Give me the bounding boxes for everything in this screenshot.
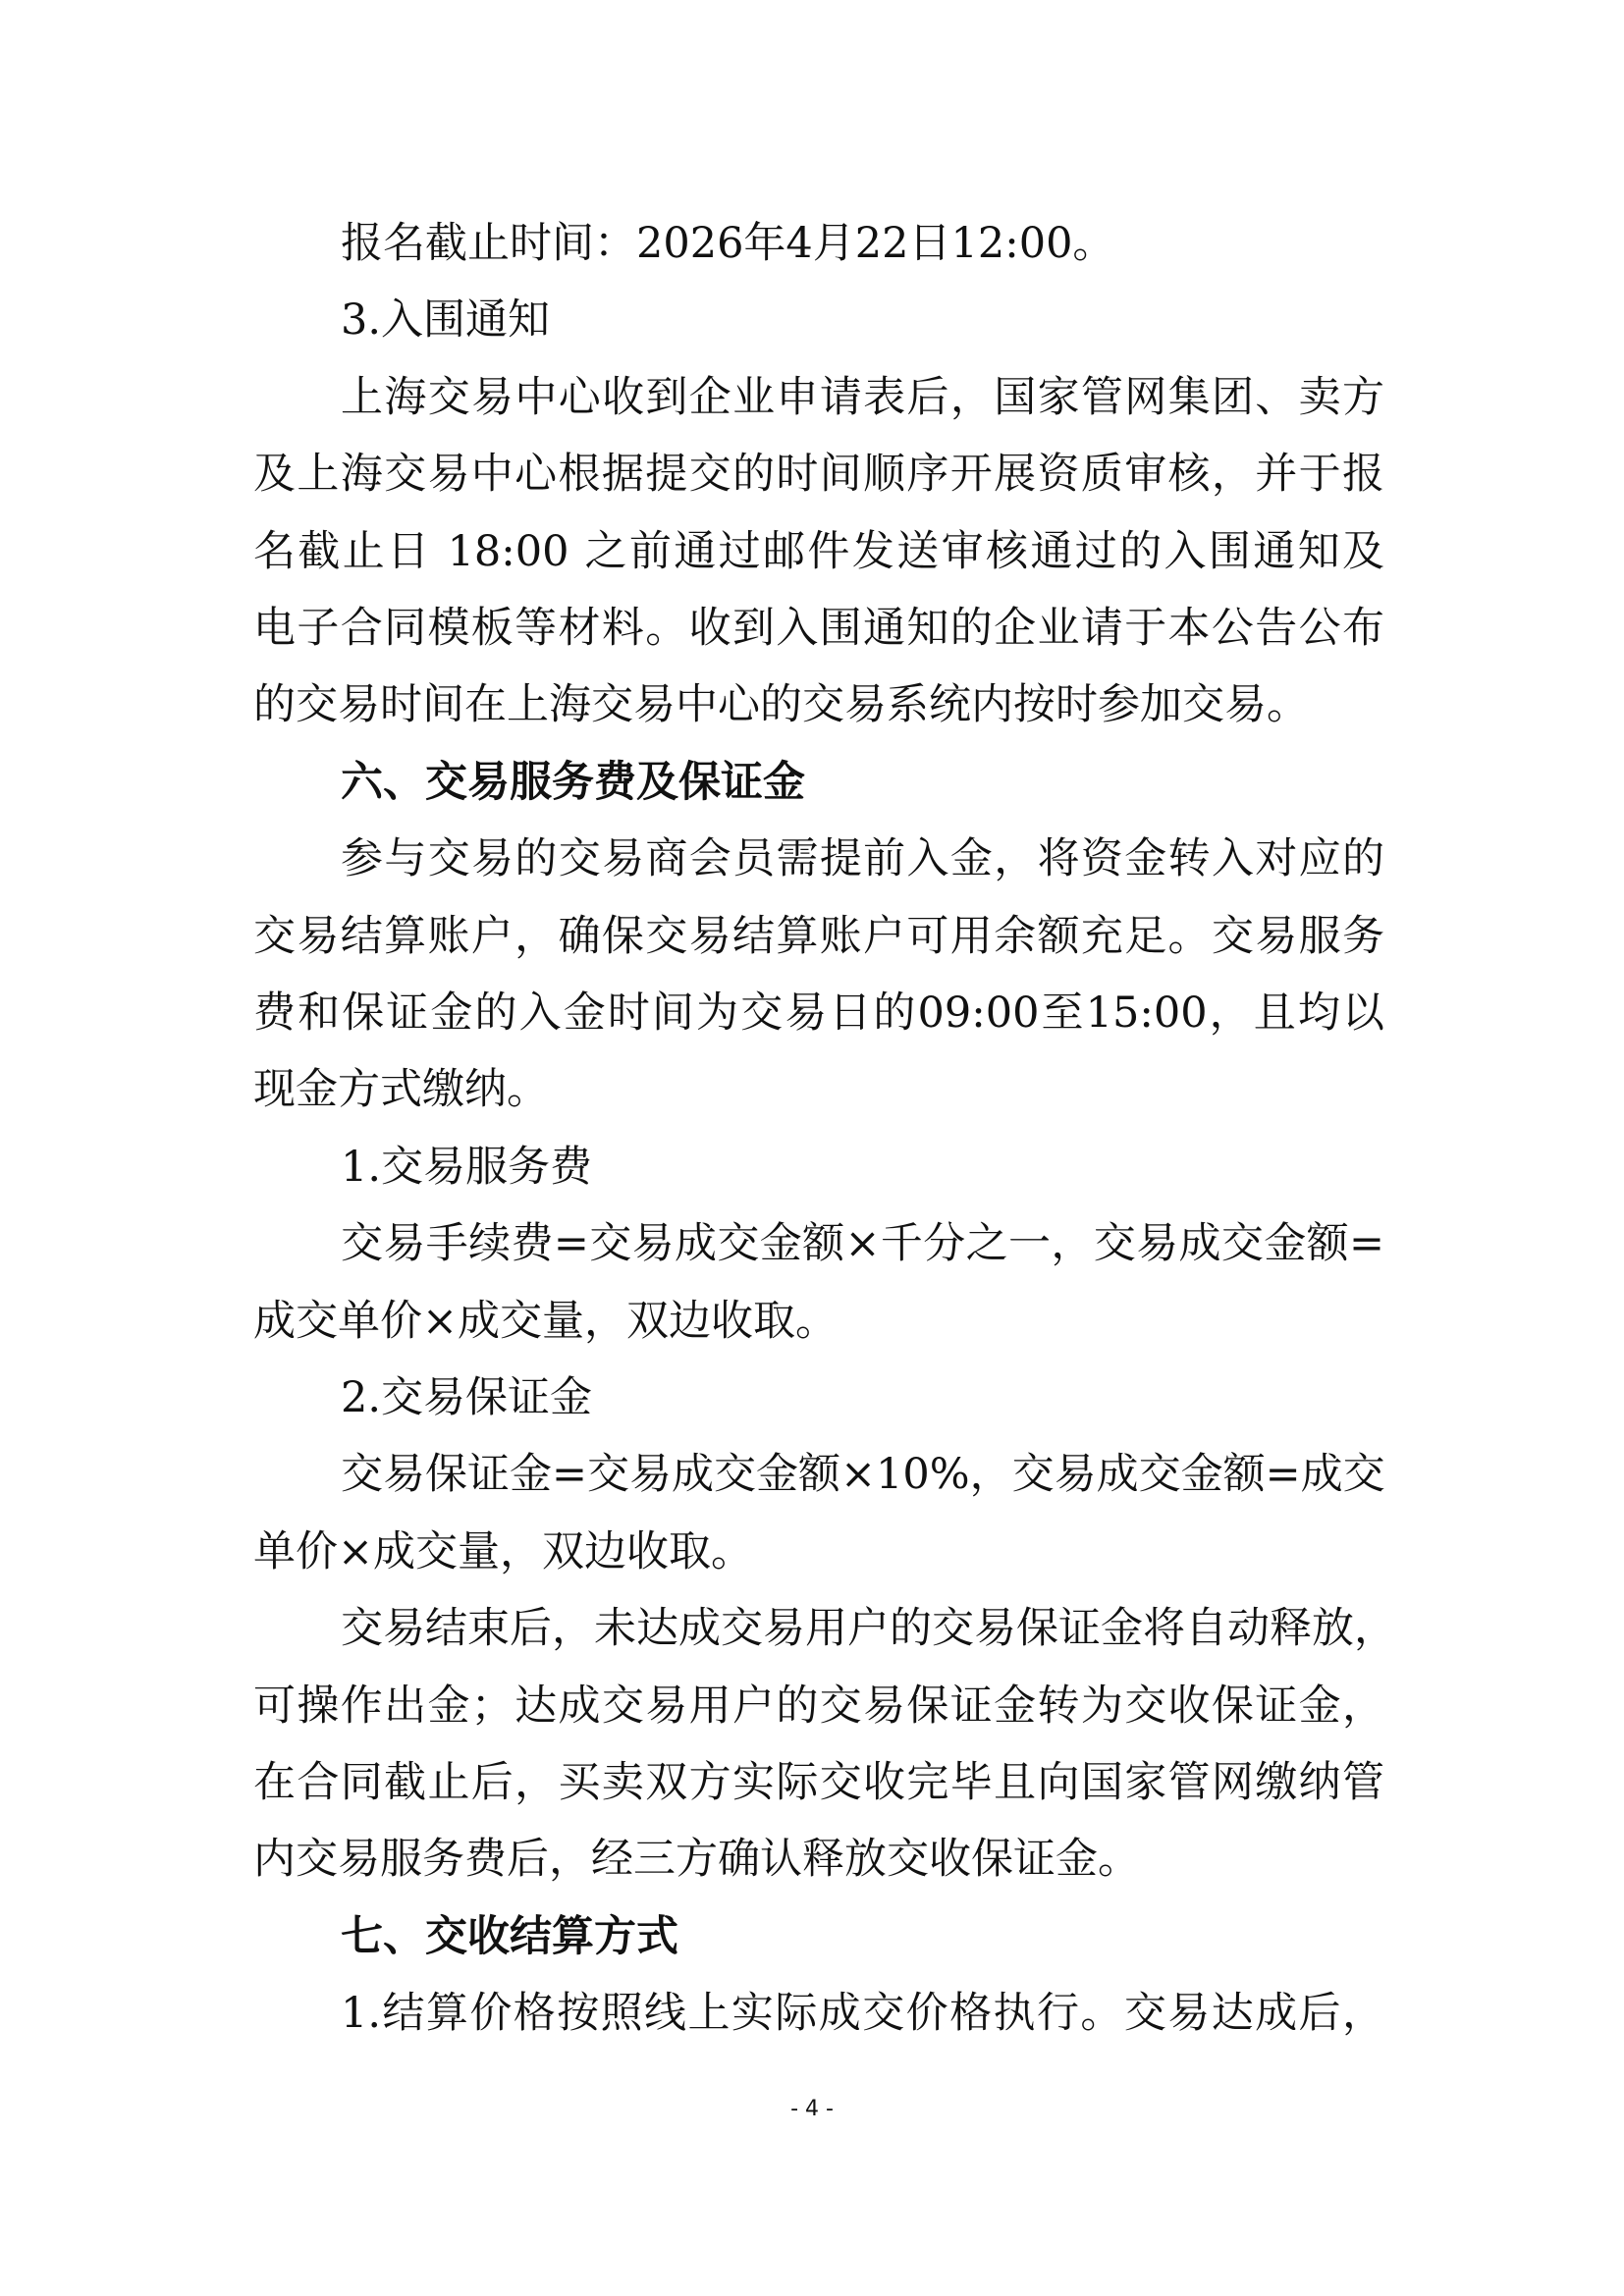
text-line: 交易结算账户，确保交易结算账户可用余额充足。交易服务: [253, 911, 1384, 961]
text-line: 的交易时间在上海交易中心的交易系统内按时参加交易。: [253, 680, 1309, 730]
section-heading: 六、交易服务费及保证金: [341, 757, 805, 807]
text-line: 费和保证金的入金时间为交易日的09:00至15:00，且均以: [253, 988, 1384, 1038]
text-line: 交易结束后，未达成交易用户的交易保证金将自动释放，: [341, 1604, 1396, 1654]
text-line: 成交单价×成交量，双边收取。: [253, 1296, 839, 1346]
text-line: 现金方式缴纳。: [253, 1065, 549, 1115]
text-line: 及上海交易中心根据提交的时间顺序开展资质审核，并于报: [253, 450, 1384, 500]
text-line: 在合同截止后，买卖双方实际交收完毕且向国家管网缴纳管: [253, 1758, 1384, 1807]
text-line: 可操作出金；达成交易用户的交易保证金转为交收保证金，: [253, 1681, 1384, 1731]
text-line: 内交易服务费后，经三方确认释放交收保证金。: [253, 1835, 1140, 1885]
text-line: 1.交易服务费: [341, 1142, 593, 1192]
text-line: 1.结算价格按照线上实际成交价格执行。交易达成后，: [341, 1989, 1384, 2039]
page-number: - 4 -: [790, 2097, 834, 2121]
text-line: 上海交易中心收到企业申请表后，国家管网集团、卖方: [341, 372, 1384, 422]
text-line: 电子合同模板等材料。收到入围通知的企业请于本公告公布: [253, 604, 1384, 653]
text-line: 单价×成交量，双边收取。: [253, 1526, 754, 1576]
text-line: 报名截止时间：2026年4月22日12:00。: [341, 219, 1115, 268]
text-line: 交易保证金=交易成交金额×10%，交易成交金额=成交: [341, 1450, 1385, 1500]
text-line: 名截止日 18:00 之前通过邮件发送审核通过的入围通知及: [253, 526, 1384, 576]
section-heading: 七、交收结算方式: [341, 1911, 678, 1961]
text-line: 交易手续费=交易成交金额×千分之一，交易成交金额=: [341, 1219, 1384, 1269]
text-line: 3.入围通知: [341, 295, 551, 346]
text-line: 2.交易保证金: [341, 1373, 593, 1422]
text-line: 参与交易的交易商会员需提前入金，将资金转入对应的: [341, 834, 1384, 884]
